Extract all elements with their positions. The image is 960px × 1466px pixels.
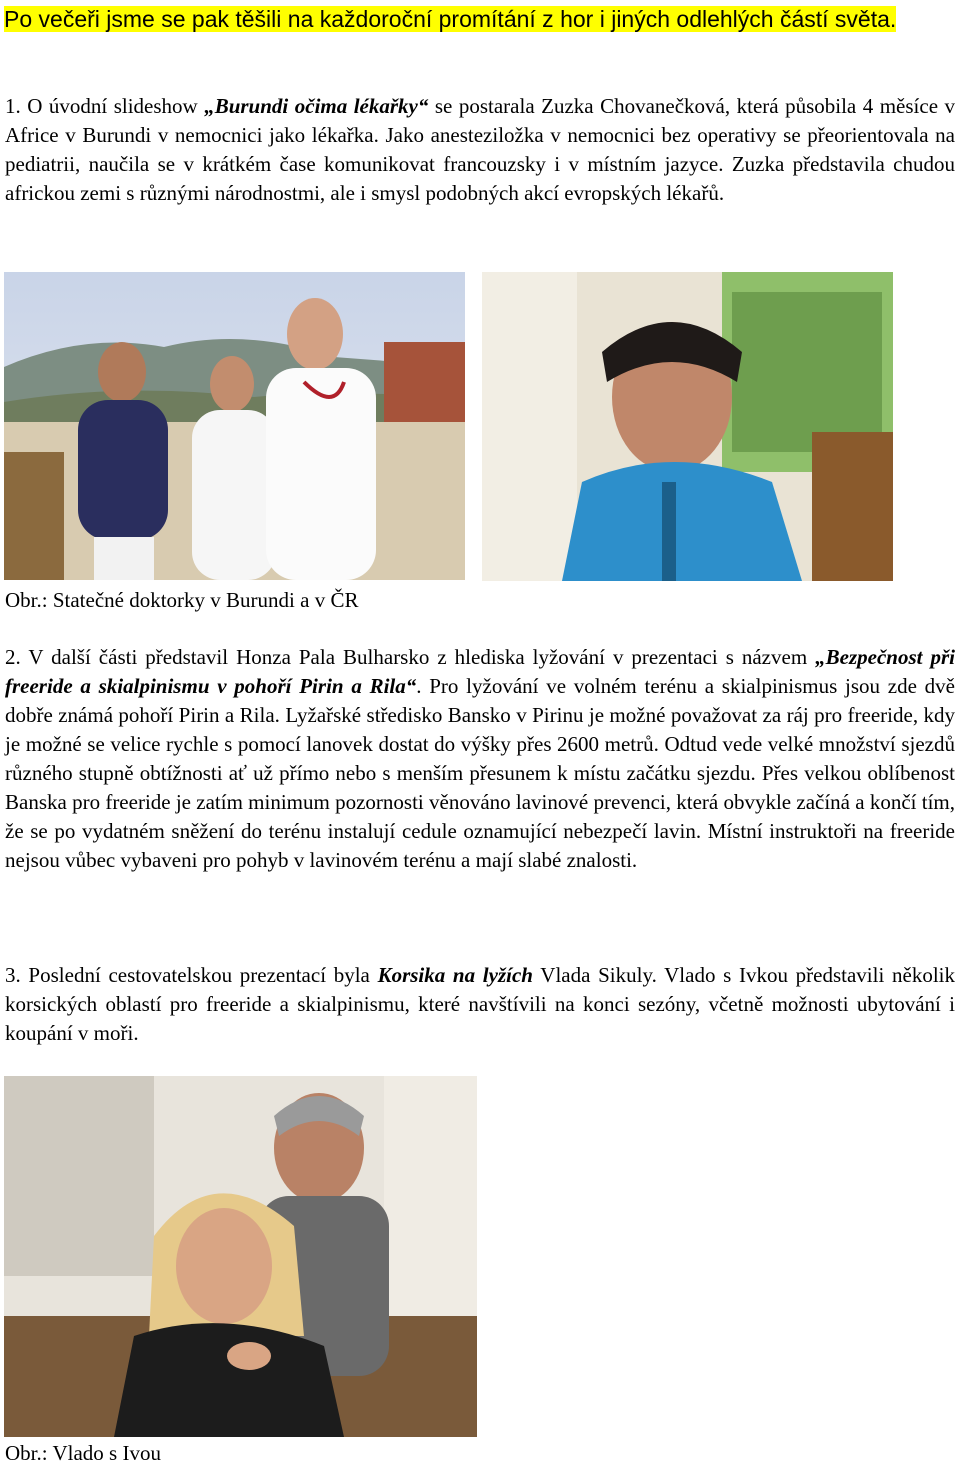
section-burundi-text: se postarala Zuzka Chovanečková, která působila 4 měsíce v Africe v Burundi v nemocnici jako lékařka. Jako anesteziložka v nemocnici bez operativy se přeorientovala na pediatrii, naučila se v krátkém čase komunikovat francouzsky i v místním jazyce. Zuzka představila chudou africkou zemi s různými národnostmi, ale i smysl podobných akcí evropských lékařů. (5, 94, 955, 205)
intro-text: Po večeři jsme se pak těšili na každoroční promítání z hor i jiných odlehlých částí světa. (4, 6, 897, 32)
highlighted-intro (4, 4, 904, 34)
section-bulgaria-title: „Bezpečnost při freeride a skialpinismu v pohoří Pirin a Rila“ (5, 645, 955, 698)
photo-vlado-iva (4, 1076, 477, 1437)
section-bulgaria (5, 643, 955, 875)
section-corsica-text: Vlada Sikuly. Vlado s Ivkou představili několik korsických oblastí pro freeride a skialpinismu, které navštívili na konci sezóny, včetně možnosti ubytování i koupání v moři. (5, 963, 955, 1045)
caption-doctors: Obr.: Statečné doktorky v Burundi a v ČR (5, 588, 359, 612)
section-burundi-title: „Burundi očima lékařky“ (204, 94, 429, 118)
section-corsica-lead: 3. Poslední cestovatelskou prezentací byla (5, 963, 378, 987)
section-corsica (5, 961, 955, 1048)
photo-doctors-burundi (4, 272, 465, 580)
section-bulgaria-lead: 2. V další části představil Honza Pala Bulharsko z hlediska lyžování v prezentaci s názvem (5, 645, 816, 669)
section-corsica-title: Korsika na lyžích (377, 963, 533, 987)
photo-woman-blue-jacket (482, 272, 893, 581)
section-burundi (5, 92, 955, 208)
caption-vlado-iva: Obr.: Vlado s Ivou (5, 1441, 161, 1465)
section-burundi-lead: 1. O úvodní slideshow (5, 94, 205, 118)
section-bulgaria-text: . Pro lyžování ve volném terénu a skialpinismus jsou zde dvě dobře známá pohoří Pirin a Rila. Lyžařské středisko Bansko v Pirinu je možné považovat za ráj pro freeride, kdy je možné se velice rychle s pomocí lanovek dostat do výšky přes 2600 metrů. Odtud vede velké množství sjezdů různého stupně obtížnosti ať už přímo nebo s menším přesunem k místu začátku sjezdu. Přes velkou oblíbenost Banska pro freeride je zatím minimum pozornosti věnováno lavinové prevenci, která obvykle začíná a končí tím, že se po vydatném sněžení do terénu instalují cedule oznamující nebezpečí lavin. Místní instruktoři na freeride nejsou vůbec vybaveni pro pohyb v lavinovém terénu a mají slabé znalosti. (5, 674, 955, 872)
